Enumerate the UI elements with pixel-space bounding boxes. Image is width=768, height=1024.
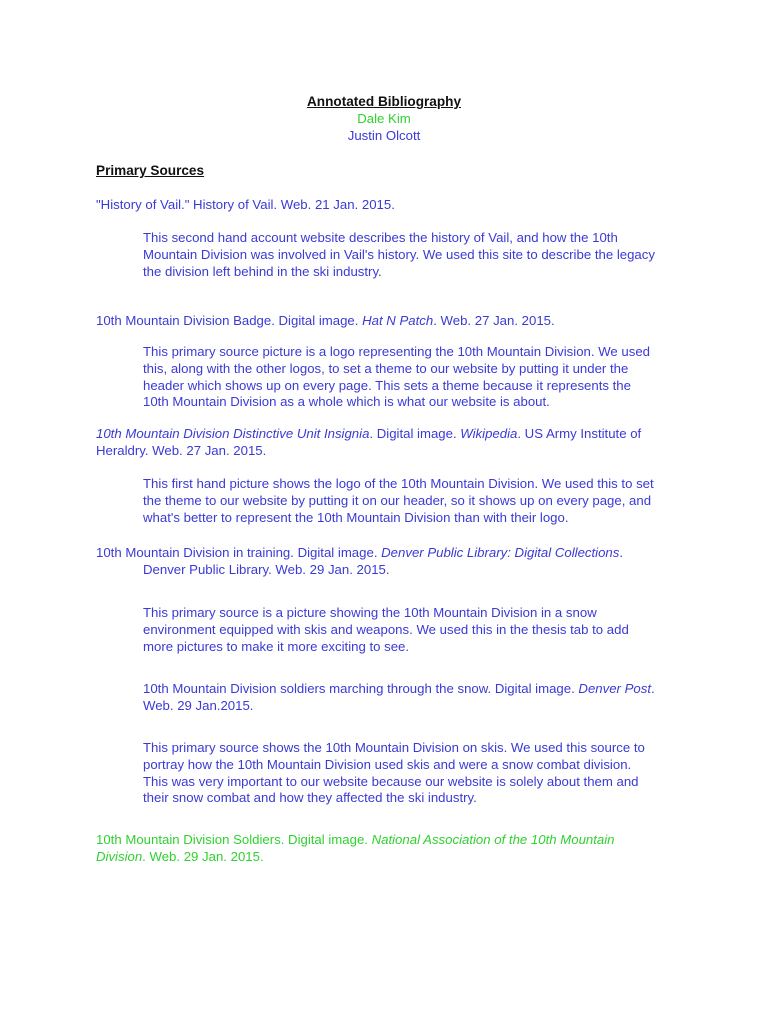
- citation-text: "History of Vail." History of Vail. Web. 21 Jan. 2015.: [96, 197, 395, 212]
- annotation-line: This first hand picture shows the logo of the 10th Mountain Division. We used this to set: [143, 476, 654, 491]
- citation-line: [96, 832, 656, 849]
- citation: [96, 426, 656, 460]
- citation: [96, 545, 656, 579]
- citation-line: [96, 426, 656, 443]
- citation-text: . Digital image.: [369, 426, 461, 441]
- citation-source-title: Denver Public Library: Digital Collections: [381, 545, 620, 560]
- citation-line: [96, 545, 656, 562]
- annotation-line: 10th Mountain Division as a whole which is what our website is about.: [143, 394, 550, 410]
- author-name: Justin Olcott: [347, 128, 421, 143]
- section-heading: Primary Sources: [96, 163, 205, 178]
- citation-text: Denver Public Library. Web. 29 Jan. 2015.: [143, 561, 390, 577]
- citation-source-title: Division: [96, 848, 143, 864]
- citation-source-title: Hat N Patch: [362, 313, 434, 328]
- citation-line: [96, 849, 656, 866]
- annotation-line: This primary source shows the 10th Mountain Division on skis. We used this source to: [143, 740, 645, 755]
- citation: [96, 832, 656, 866]
- citation-text: . Web. 29 Jan. 2015.: [142, 848, 264, 864]
- annotation: [143, 476, 688, 526]
- citation-text: 10th Mountain Division Soldiers. Digital image.: [96, 832, 372, 847]
- annotation-line: more pictures to make it more exciting to see.: [143, 638, 410, 654]
- annotation-line: the theme to our website by putting it on our header, so it shows up on every page, and: [143, 492, 652, 508]
- citation: [96, 313, 656, 330]
- annotation-line: their snow combat and how they affected the ski industry.: [143, 790, 477, 806]
- author-name: Dale Kim: [357, 111, 411, 126]
- annotation-line: this, along with the other logos, to set a theme to our website by putting it under the: [143, 360, 629, 376]
- annotation: [143, 740, 688, 807]
- annotation-line: the division left behind in the ski industry.: [143, 263, 382, 279]
- citation-source-title: Denver Post: [578, 681, 651, 696]
- citation-source-title: 10th Mountain Division Distinctive Unit Insignia: [96, 426, 370, 441]
- annotation-line: Mountain Division was involved in Vail's history. We used this site to describe the legacy: [143, 246, 655, 262]
- annotation: [143, 230, 688, 280]
- citation-text: .: [651, 681, 655, 696]
- citation-text: Web. 29 Jan.2015.: [143, 697, 254, 713]
- annotation-line: This was very important to our website because our website is solely about them and: [143, 773, 639, 789]
- citation-text: . US Army Institute of: [517, 426, 642, 441]
- annotation-line: header which shows up on every page. This sets a theme because it represents the: [143, 377, 631, 393]
- citation-text: 10th Mountain Division in training. Digital image.: [96, 545, 382, 560]
- citation-text: 10th Mountain Division soldiers marching through the snow. Digital image.: [143, 681, 579, 696]
- annotation-line: This primary source picture is a logo representing the 10th Mountain Division. We used: [143, 344, 650, 359]
- annotation-line: portray how the 10th Mountain Division used skis and were a snow combat division.: [143, 756, 632, 772]
- citation-text: 10th Mountain Division Badge. Digital image.: [96, 313, 363, 328]
- citation-text: .: [619, 545, 624, 560]
- citation-line: [143, 681, 703, 698]
- citation: [143, 681, 703, 715]
- annotation: [143, 344, 688, 411]
- annotation-line: what's better to represent the 10th Mountain Division than with their logo.: [143, 509, 569, 525]
- citation-source-title: National Association of the 10th Mountain: [371, 832, 615, 847]
- annotation-line: This second hand account website describes the history of Vail, and how the 10th: [143, 230, 618, 245]
- annotation: [143, 605, 688, 655]
- citation-text: Heraldry. Web. 27 Jan. 2015.: [96, 442, 267, 458]
- document-title: Annotated Bibliography: [306, 94, 462, 109]
- citation: [96, 197, 656, 214]
- citation-text: . Web. 27 Jan. 2015.: [433, 313, 555, 328]
- citation-source-title: Wikipedia: [460, 426, 518, 441]
- annotation-line: environment equipped with skis and weapons. We used this in the thesis tab to add: [143, 621, 629, 637]
- annotation-line: This primary source is a picture showing the 10th Mountain Division in a snow: [143, 605, 597, 620]
